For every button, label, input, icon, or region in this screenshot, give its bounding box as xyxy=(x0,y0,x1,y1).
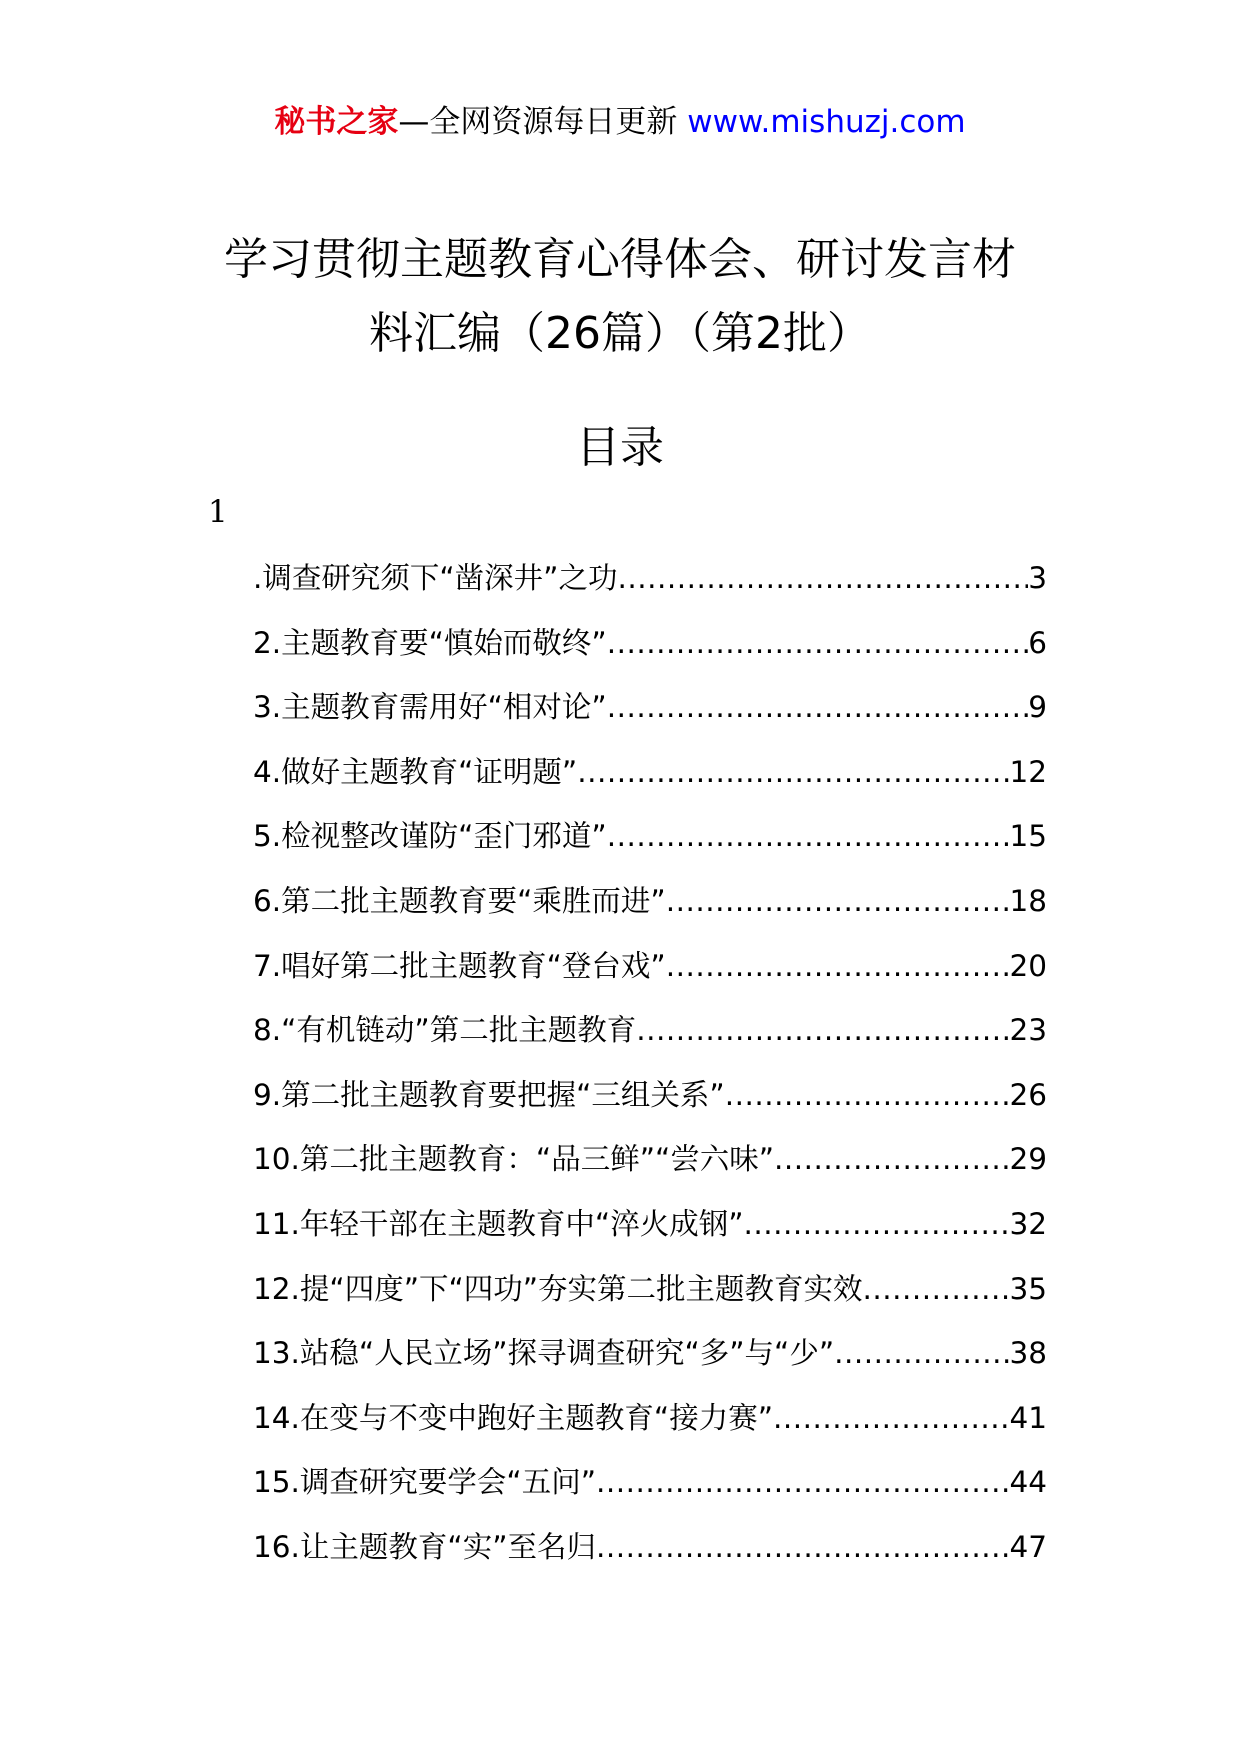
toc-entry[interactable] xyxy=(253,881,1047,946)
toc-entry-page-number: 15 xyxy=(1009,819,1047,854)
toc-entry-label: 8.“有机链动”第二批主题教育 xyxy=(253,1013,637,1048)
document-title-line-2: 料汇编（26篇）（第2批） xyxy=(369,308,871,359)
toc-entry-label: 11.年轻干部在主题教育中“淬火成钢” xyxy=(253,1206,744,1241)
toc-entry-page-number: 3 xyxy=(1028,561,1047,595)
site-url-link[interactable]: www.mishuzj.com xyxy=(687,104,966,140)
toc-entry[interactable] xyxy=(253,1398,1047,1463)
toc-stray-number: 1 xyxy=(208,494,228,530)
toc-entry-page-number: 6 xyxy=(1028,625,1047,660)
toc-entry-label: 5.检视整改谨防“歪门邪道” xyxy=(253,819,607,854)
toc-leader-dots xyxy=(666,946,1010,986)
toc-entry-page-number: 26 xyxy=(1009,1077,1047,1112)
toc-leader-dots xyxy=(577,752,1009,792)
toc-entry[interactable] xyxy=(253,946,1047,1011)
toc-entry-page-number: 20 xyxy=(1009,948,1047,983)
toc-entry[interactable] xyxy=(253,1010,1047,1075)
table-of-contents xyxy=(253,558,1047,1592)
toc-entry-page-number: 35 xyxy=(1009,1271,1047,1306)
toc-entry-page-number: 12 xyxy=(1009,754,1047,789)
toc-entry-page-number: 18 xyxy=(1009,883,1047,918)
toc-entry[interactable] xyxy=(253,1075,1047,1140)
toc-entry-label: 13.站稳“人民立场”探寻调查研究“多”与“少” xyxy=(253,1336,835,1371)
toc-leader-dots xyxy=(666,881,1010,921)
toc-entry-label: 14.在变与不变中跑好主题教育“接力赛” xyxy=(253,1400,773,1435)
toc-leader-dots xyxy=(607,687,1029,727)
toc-entry-page-number: 23 xyxy=(1009,1013,1047,1048)
document-title-line-1: 学习贯彻主题教育心得体会、研讨发言材 xyxy=(224,234,1016,285)
toc-entry[interactable] xyxy=(253,1269,1047,1334)
toc-leader-dots xyxy=(596,1462,1009,1502)
toc-entry-page-number: 47 xyxy=(1009,1529,1047,1564)
toc-leader-dots xyxy=(596,1527,1009,1567)
toc-leader-dots xyxy=(607,816,1010,856)
toc-entry-label: 12.提“四度”下“四功”夯实第二批主题教育实效 xyxy=(253,1271,863,1306)
toc-entry-page-number: 44 xyxy=(1009,1465,1047,1500)
toc-entry[interactable] xyxy=(253,816,1047,881)
header-tagline: —全网资源每日更新 xyxy=(398,104,688,140)
toc-entry-page-number: 32 xyxy=(1009,1206,1047,1241)
toc-entry-label: 6.第二批主题教育要“乘胜而进” xyxy=(253,883,666,918)
toc-entry-label: 16.让主题教育“实”至名归 xyxy=(253,1529,596,1564)
toc-leader-dots xyxy=(773,1398,1009,1438)
toc-entry[interactable] xyxy=(253,1462,1047,1527)
toc-entry-label: 4.做好主题教育“证明题” xyxy=(253,754,578,789)
toc-entry-label: 3.主题教育需用好“相对论” xyxy=(253,690,607,725)
toc-entry-label: 2.主题教育要“慎始而敬终” xyxy=(253,625,607,660)
toc-leader-dots xyxy=(774,1139,1009,1179)
toc-entry-label: 9.第二批主题教育要把握“三组关系” xyxy=(253,1077,725,1112)
toc-entry-label: 10.第二批主题教育：“品三鲜”“尝六味” xyxy=(253,1142,775,1177)
toc-entry[interactable] xyxy=(253,623,1047,688)
toc-leader-dots xyxy=(834,1333,1009,1373)
toc-heading: 目录 xyxy=(576,422,664,473)
toc-leader-dots xyxy=(725,1075,1010,1115)
toc-entry-page-number: 41 xyxy=(1009,1400,1047,1435)
toc-entry-page-number: 38 xyxy=(1009,1336,1047,1371)
toc-entry-label: 7.唱好第二批主题教育“登台戏” xyxy=(253,948,666,983)
toc-entry[interactable] xyxy=(253,1333,1047,1398)
site-header xyxy=(0,100,1240,144)
brand-name: 秘书之家 xyxy=(274,104,399,140)
toc-entry[interactable] xyxy=(253,752,1047,817)
toc-leader-dots xyxy=(743,1204,1009,1244)
toc-entry-label: 15.调查研究要学会“五问” xyxy=(253,1465,596,1500)
toc-leader-dots xyxy=(617,558,1028,598)
document-title xyxy=(150,223,1090,371)
toc-entry[interactable] xyxy=(253,1139,1047,1204)
toc-leader-dots xyxy=(607,623,1029,663)
toc-entry-label: .调查研究须下“凿深井”之功 xyxy=(253,561,618,595)
toc-leader-dots xyxy=(636,1010,1009,1050)
toc-entry-page-number: 29 xyxy=(1009,1142,1047,1177)
toc-entry-page-number: 9 xyxy=(1028,690,1047,725)
toc-entry[interactable] xyxy=(253,1204,1047,1269)
toc-entry[interactable] xyxy=(253,687,1047,752)
toc-entry[interactable] xyxy=(253,1527,1047,1592)
toc-leader-dots xyxy=(863,1269,1010,1309)
toc-entry[interactable] xyxy=(253,558,1047,623)
